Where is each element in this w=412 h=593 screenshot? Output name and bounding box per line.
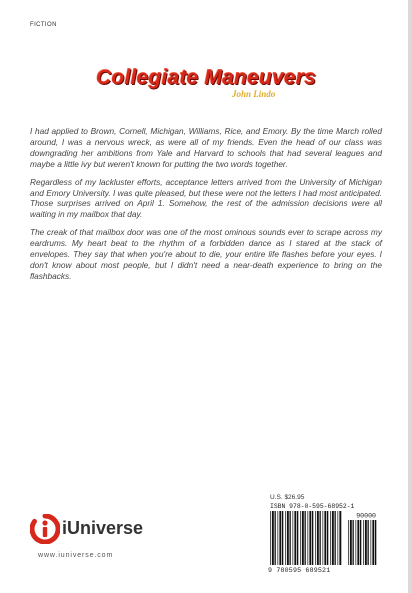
book-title: Collegiate Maneuvers (96, 66, 316, 89)
isbn-number: ISBN 978-0-595-68952-1 (270, 503, 355, 510)
iuniverse-logo-icon (30, 514, 60, 544)
blurb (30, 126, 382, 289)
barcode (268, 511, 378, 567)
barcode-addon-number: 90000 (356, 512, 376, 520)
blurb-paragraph: The creak of that mailbox door was one of the most ominous sounds ever to scrape across my eardrums. My heart beat to the rhythm of a forbidden dance as I stared at the stack of envelopes. They say that when you're about to die, your entire life flashes before your eyes. I don't know about most people, but I didn't need a near-death experience to bring on the flashbacks. (30, 227, 382, 281)
author-name: John Lindo (232, 89, 276, 99)
publisher-url: www.iuniverse.com (38, 552, 114, 559)
genre-label: FICTION (30, 22, 57, 28)
blurb-paragraph: Regardless of my lackluster efforts, acceptance letters arrived from the University of Michigan and Emory University. I was quite pleased, but these were not the letters I had most anticipated. Those surprises arrived on April 1. Somehow, the rest of the admission decisions were all waiting in my mailbox that day. (30, 176, 382, 220)
barcode-bars-main (270, 511, 341, 565)
blurb-paragraph: I had applied to Brown, Cornell, Michigan, Williams, Rice, and Emory. By the time March rolled around, I was a nervous wreck, as were all of my friends. Even the head of our class was downgrading her ambitions from Yale and Harvard to schools that had several leagues and maybe a little ivy but weren't known for putting the two words together. (30, 126, 382, 169)
barcode-bars-addon (348, 520, 376, 565)
ean-number: 9 780595 689521 (268, 567, 331, 574)
price-label: U.S. $26.95 (270, 494, 305, 501)
publisher-name: iUniverse (62, 518, 144, 538)
